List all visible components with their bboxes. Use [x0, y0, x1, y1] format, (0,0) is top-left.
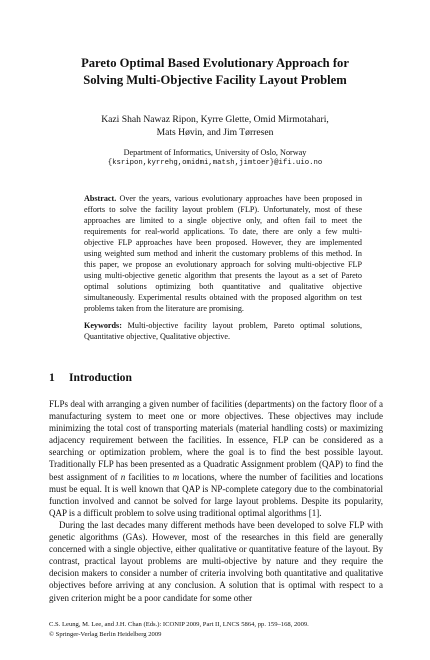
title-line-2: Solving Multi-Objective Facility Layout Problem: [83, 73, 347, 87]
keywords-paragraph: [84, 320, 362, 342]
copyright-line: © Springer-Verlag Berlin Heidelberg 2009: [49, 630, 162, 638]
section-title: Introduction: [69, 371, 132, 384]
citation-line: C.S. Leung, M. Lee, and J.H. Chan (Eds.): ICONIP 2009, Part II, LNCS 5864, pp. 159–168, 2009.: [49, 621, 309, 628]
section-heading-introduction: [49, 371, 132, 384]
page-footer: [49, 620, 309, 639]
author-list: [0, 113, 430, 139]
paper-title: [0, 55, 430, 89]
abstract-block: [84, 193, 362, 342]
title-line-1: Pareto Optimal Based Evolutionary Approach for: [81, 56, 349, 70]
authors-line-2: Mats Høvin, and Jim Tørresen: [156, 127, 274, 138]
body-text: [49, 398, 383, 604]
body-paragraph-1: [49, 398, 383, 519]
keywords-label: Keywords:: [84, 321, 122, 330]
variable-n: n: [120, 471, 126, 482]
abstract-label: Abstract.: [84, 194, 117, 203]
abstract-paragraph: [84, 193, 362, 314]
affiliation: [0, 147, 430, 169]
author-emails: {ksripon,kyrrehg,omidmi,matsh,jimtoer}@ifi.uio.no: [107, 159, 323, 167]
variable-m: m: [172, 471, 180, 482]
body-paragraph-1-part-b: facilities to: [125, 471, 173, 482]
section-number: 1: [49, 371, 55, 384]
body-paragraph-2: During the last decades many different methods have been developed to solve FLP with genetic algorithms (GAs). However, most of the researches in this field are generally concerned with a single objective, either qualitative or quantitative feature of the layout. By contrast, practical layout problems are multi-objective by nature and they require the decision makers to consider a number of criteria involving both quantitative and qualitative objectives before arriving at any conclusion. A solution that is optimal with respect to a given criterion might be a poor candidate for some other: [49, 519, 383, 603]
authors-line-1: Kazi Shah Nawaz Ripon, Kyrre Glette, Omid Mirmotahari,: [101, 114, 329, 125]
body-paragraph-1-part-a: FLPs deal with arranging a given number of facilities (departments) on the factory floor of a manufacturing system to meet one or more objectives. These objectives may include minimizing the total cost of transporting materials (material handling costs) or maximizing adjacency requirement between the facilities. In essence, FLP can be considered as a searching or optimization problem, where the goal is to find the best possible layout. Traditionally FLP has been presented as a Quadratic Assignment problem (QAP) to find the best assignment of: [49, 399, 383, 482]
abstract-text: Over the years, various evolutionary approaches have been proposed in efforts to solve the facility layout problem (FLP). Unfortunately, most of these approaches are limited to a single objective only, and often fail to meet the requirements for real-world applications. To date, there are only a few multi-objective FLP approaches have been proposed. However, they are implemented using weighted sum method and inherit the customary problems of this method. In this paper, we propose an evolutionary approach for solving multi-objective FLP using multi-objective genetic algorithm that presents the layout as a set of Pareto optimal solutions optimizing both quantitative and qualitative objective simultaneously. Experimental results obtained with the proposed algorithm on test problems taken from the literature are promising.: [84, 194, 363, 313]
department: Department of Informatics, University of Oslo, Norway: [123, 148, 307, 157]
body-paragraph-1-part-c: locations, where the number of facilities and locations must be equal. It is well known that QAP is NP-complete category due to the combinatorial function involved and cannot be solved for large layout problems. Despite its popularity, QAP is a difficult problem to solve using traditional optimal algorithms [1].: [49, 471, 383, 518]
keywords-text: Multi-objective facility layout problem, Pareto optimal solutions, Quantitative objective, Qualitative objective.: [84, 321, 362, 341]
